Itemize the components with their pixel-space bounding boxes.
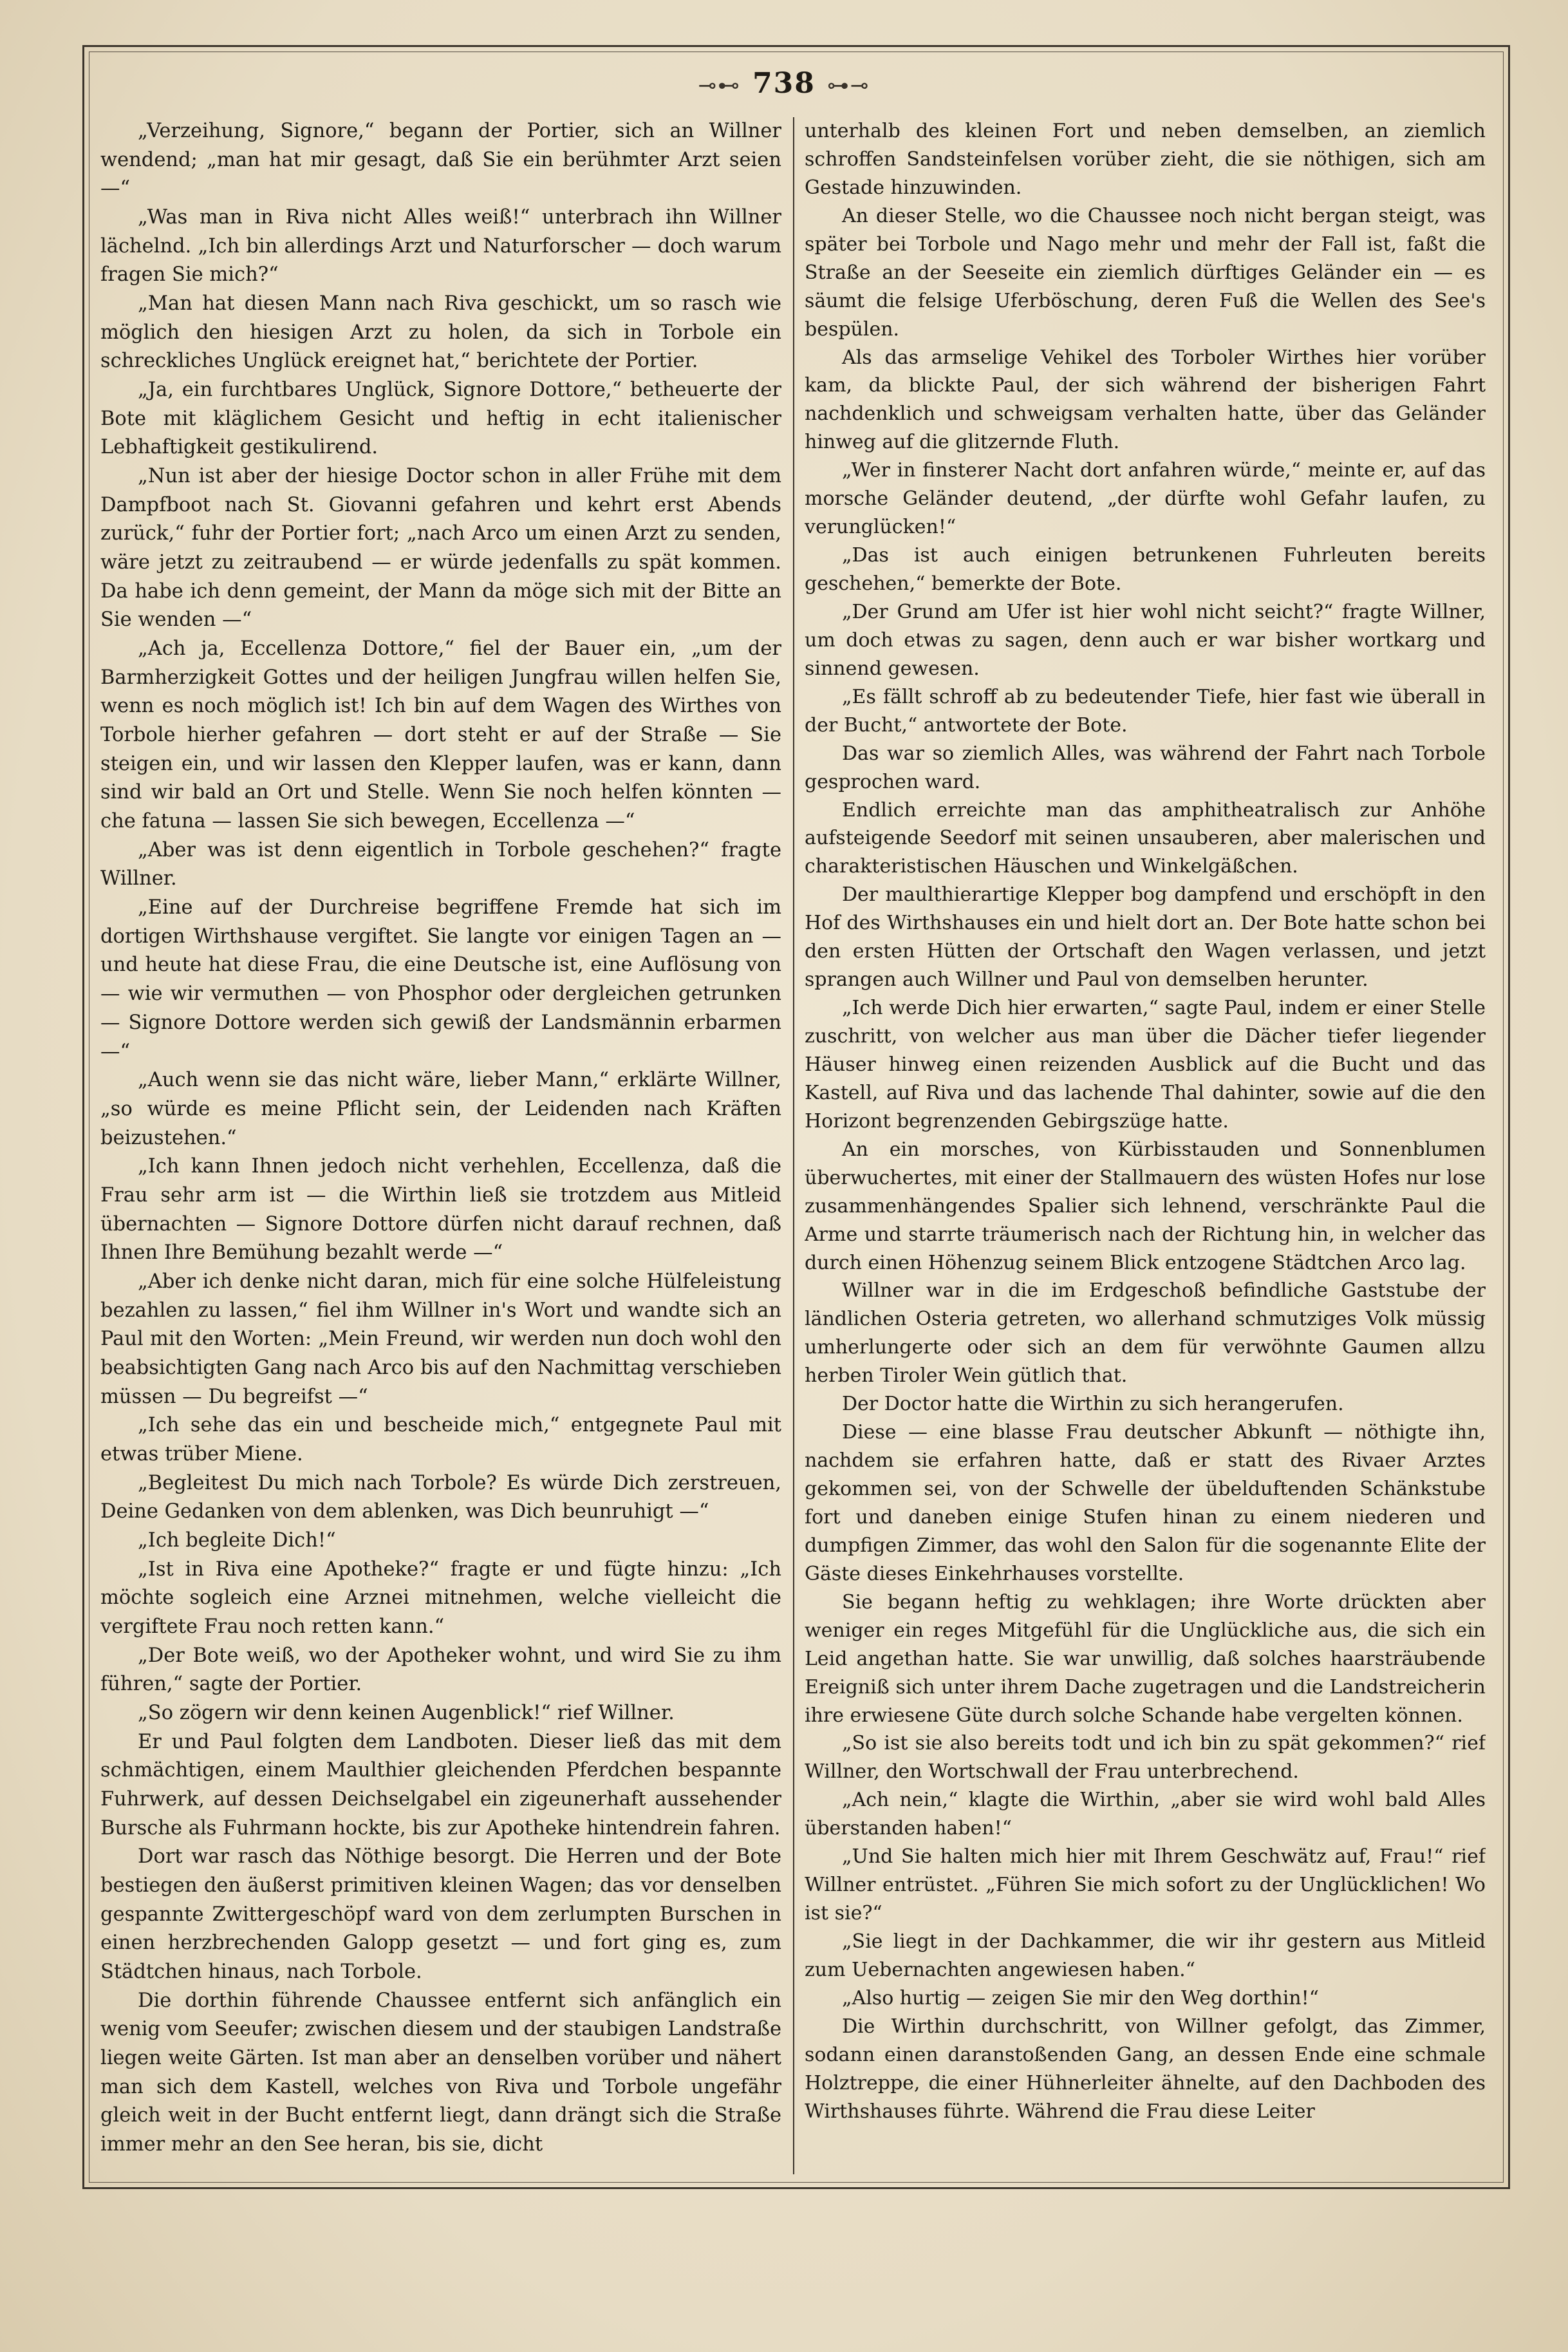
paragraph: „So zögern wir denn keinen Augenblick!“ rief Willner. <box>138 1701 675 1724</box>
paragraph: Er und Paul folgten dem Landboten. Dieser ließ das mit dem schmächtigen, einem Maulthier gleichenden Pferdchen bespannte Fuhrwerk, auf dessen Deichselgabel ein zigeunerhaft aussehender Bursche als Fuhrmann hockte, bis zur Apotheke hintendrein fahren. <box>100 1730 781 1839</box>
paragraph: „Begleitest Du mich nach Torbole? Es würde Dich zerstreuen, Deine Gedanken von dem ablenken, was Dich beunruhigt —“ <box>100 1471 781 1523</box>
paragraph: „Ja, ein furchtbares Unglück, Signore Dottore,“ betheuerte der Bote mit kläglichem Gesicht und heftig in echt italienischer Lebhaftigkeit gestikulirend. <box>100 379 781 459</box>
paragraph: „Ich sehe das ein und bescheide mich,“ entgegnete Paul mit etwas trüber Miene. <box>100 1414 781 1465</box>
paragraph: Endlich erreichte man das amphitheatralisch zur Anhöhe aufsteigende Seedorf mit seinen unsauberen, aber malerischen und charakteristischen Häuschen und Winkelgäßchen. <box>805 798 1486 878</box>
paragraph: „Ach ja, Eccellenza Dottore,“ fiel der Bauer ein, „um der Barmherzigkeit Gottes und der heiligen Jungfrau willen helfen Sie, wenn es noch möglich ist! Ich bin auf dem Wagen des Wirthes von Torbole hierher gefahren — dort steht er auf der Straße — Sie steigen ein, und wir lassen den Klepper laufen, was er kann, dann sind wir bald an Ort und Stelle. Wenn Sie noch helfen könnten — che fatuna — lassen Sie sich bewegen, Eccellenza —“ <box>100 637 781 833</box>
left-column <box>100 117 781 2174</box>
paragraph: „Verzeihung, Signore,“ begann der Portier, sich an Willner wendend; „man hat mir gesagt, daß Sie ein berühmter Arzt seien —“ <box>100 120 781 200</box>
paragraph: „Der Bote weiß, wo der Apotheker wohnt, und wird Sie zu ihm führen,“ sagte der Portier. <box>100 1644 781 1696</box>
paragraph: „Nun ist aber der hiesige Doctor schon in aller Frühe mit dem Dampfboot nach St. Giovanni gefahren und kehrt erst Abends zurück,“ fuhr der Portier fort; „nach Arco um einen Arzt zu senden, wäre jetzt zu zeitraubend — er würde jedenfalls zu spät kommen. Da habe ich denn gemeint, der Mann da möge sich mit der Bitte an Sie wenden —“ <box>100 465 781 632</box>
paragraph: „Ich werde Dich hier erwarten,“ sagte Paul, indem er einer Stelle zuschritt, von welcher aus man über die Dächer tiefer liegender Häuser hinweg einen reizenden Ausblick auf die Bucht und das Kastell, auf Riva und das lachende Thal dahinter, sowie auf die den Horizont begrenzenden Gebirgszüge hatte. <box>805 997 1486 1133</box>
paragraph: „Es fällt schroff ab zu bedeutender Tiefe, hier fast wie überall in der Bucht,“ antwortete der Bote. <box>805 685 1486 737</box>
paragraph: Sie begann heftig zu wehklagen; ihre Worte drückten aber weniger ein reges Mitgefühl für die Unglückliche aus, die sich ein Leid angethan hatte. Sie war unwillig, daß solches haarsträubende Ereigniß sich unter ihrem Dache zugetragen und die Landstreicherin ihre erwiesene Güte durch solche Schande habe vergelten können. <box>805 1590 1486 1727</box>
paragraph: „Und Sie halten mich hier mit Ihrem Geschwätz auf, Frau!“ rief Willner entrüstet. „Führen Sie mich sofort zu der Unglücklichen! Wo ist sie?“ <box>805 1845 1486 1925</box>
paragraph: „Man hat diesen Mann nach Riva geschickt, um so rasch wie möglich den hiesigen Arzt zu holen, da sich in Torbole ein schreckliches Unglück ereignet hat,“ berichtete der Portier. <box>100 292 781 373</box>
paragraph: Die Wirthin durchschritt, von Willner gefolgt, das Zimmer, sodann einen daranstoßenden Gang, an dessen Ende eine schmale Holztreppe, die einer Hühnerleiter ähnelte, auf den Dachboden des Wirthshauses führte. Während die Frau diese Leiter <box>805 2015 1486 2123</box>
paragraph: „Das ist auch einigen betrunkenen Fuhrleuten bereits geschehen,“ bemerkte der Bote. <box>805 544 1486 595</box>
paragraph: „Der Grund am Ufer ist hier wohl nicht seicht?“ fragte Willner, um doch etwas zu sagen, denn auch er war bisher wortkarg und sinnend gewesen. <box>805 600 1486 680</box>
right-column <box>805 117 1486 2174</box>
paragraph: An ein morsches, von Kürbisstauden und Sonnenblumen überwuchertes, mit einer der Stallmauern des wüsten Hofes nur lose zusammenhängendes Spalier sich lehnend, verschränkte Paul die Arme und starrte träumerisch nach der Richtung hin, in welcher das durch einen Höhenzug seinem Blick entzogene Städtchen Arco lag. <box>805 1138 1486 1274</box>
paragraph: „Aber ich denke nicht daran, mich für eine solche Hülfeleistung bezahlen zu lassen,“ fiel ihm Willner in's Wort und wandte sich an Paul mit den Worten: „Mein Freund, wir werden nun doch wohl den beabsichtigten Gang nach Arco bis auf den Nachmittag verschieben müssen — Du begreifst —“ <box>100 1270 781 1408</box>
paragraph: Dort war rasch das Nöthige besorgt. Die Herren und der Bote bestiegen den äußerst primitiven kleinen Wagen; das vor denselben gespannte Zwittergeschöpf ward von dem zerlumpten Burschen in einen herzbrechenden Galopp gesetzt — und fort ging es, zum Städtchen hinaus, nach Torbole. <box>100 1845 781 1983</box>
paragraph: „Ich kann Ihnen jedoch nicht verhehlen, Eccellenza, daß die Frau sehr arm ist — die Wirthin ließ sie trotzdem aus Mitleid übernachten — Signore Dottore dürfen nicht darauf rechnen, daß Ihnen Ihre Bemühung bezahlt werde —“ <box>100 1155 781 1265</box>
paragraph: „Ich begleite Dich!“ <box>138 1529 336 1552</box>
paragraph: „So ist sie also bereits todt und ich bin zu spät gekommen?“ rief Willner, den Wortschwall der Frau unterbrechend. <box>805 1732 1486 1783</box>
page-number-header <box>0 67 1568 100</box>
paragraph: Als das armselige Vehikel des Torboler Wirthes hier vorüber kam, da blickte Paul, der sich während der bisherigen Fahrt nachdenklich und schweigsam verhalten hatte, über das Geländer hinweg auf die glitzernde Fluth. <box>805 346 1486 454</box>
paragraph: Diese — eine blasse Frau deutscher Abkunft — nöthigte ihn, nachdem sie erfahren hatte, daß er statt des Rivaer Arztes gekommen sei, von der Schwelle der übelduftenden Schänkstube fort und daneben einige Stufen hinan zu einem niederen und dumpfigen Zimmer, das wohl den Salon für die sogenannte Elite der Gäste dieses Einkehrhauses vorstellte. <box>805 1421 1486 1585</box>
page-number: 738 <box>752 67 816 100</box>
paragraph: „Auch wenn sie das nicht wäre, lieber Mann,“ erklärte Willner, „so würde es meine Pflicht sein, der Leidenden nach Kräften beizustehen.“ <box>100 1069 781 1149</box>
paragraph: „Wer in finsterer Nacht dort anfahren würde,“ meinte er, auf das morsche Geländer deutend, „der dürfte wohl Gefahr laufen, zu verunglücken!“ <box>805 459 1486 539</box>
paragraph: „Ach nein,“ klagte die Wirthin, „aber sie wird wohl bald Alles überstanden haben!“ <box>805 1789 1486 1840</box>
paragraph: „Ist in Riva eine Apotheke?“ fragte er und fügte hinzu: „Ich möchte sogleich eine Arznei mitnehmen, welche vielleicht die vergiftete Frau noch retten kann.“ <box>100 1557 781 1638</box>
paragraph: Die dorthin führende Chaussee entfernt sich anfänglich ein wenig vom Seeufer; zwischen diesem und der staubigen Landstraße liegen weite Gärten. Ist man aber an denselben vorüber und nähert man sich dem Kastell, welches von Riva und Torbole ungefähr gleich weit in der Bucht entfernt liegt, dann drängt sich die Straße immer mehr an den See heran, bis sie, dicht <box>100 1989 781 2156</box>
paragraph: „Was man in Riva nicht Alles weiß!“ unterbrach ihn Willner lächelnd. „Ich bin allerdings Arzt und Naturforscher — doch warum fragen Sie mich?“ <box>100 206 781 287</box>
paragraph: „Aber was ist denn eigentlich in Torbole geschehen?“ fragte Willner. <box>100 838 781 890</box>
paragraph: „Sie liegt in der Dachkammer, die wir ihr gestern aus Mitleid zum Uebernachten angewiesen haben.“ <box>805 1930 1486 1981</box>
column-divider <box>793 117 794 2174</box>
ornament-right-icon: ⊶⊸ <box>826 73 870 99</box>
paragraph: Der Doctor hatte die Wirthin zu sich herangerufen. <box>842 1393 1344 1416</box>
paragraph: Das war so ziemlich Alles, was während der Fahrt nach Torbole gesprochen ward. <box>805 742 1486 793</box>
paragraph: An dieser Stelle, wo die Chaussee noch nicht bergan steigt, was später bei Torbole und Nago mehr und mehr der Fall ist, faßt die Straße an der Seeseite ein ziemlich dürftiges Geländer ein — es säumt die felsige Uferböschung, deren Fuß die Wellen des See's bespülen. <box>805 204 1486 341</box>
paragraph-continued: unterhalb des kleinen Fort und neben demselben, an ziemlich schroffen Sandsteinfelsen vorüber zieht, die sie nöthigen, sich am Gestade hinzuwinden. <box>805 120 1486 199</box>
paragraph: „Also hurtig — zeigen Sie mir den Weg dorthin!“ <box>842 1986 1320 2009</box>
paragraph: Willner war in die im Erdgeschoß befindliche Gaststube der ländlichen Osteria getreten, wo allerhand schmutziges Volk müssig umherlungerte oder sich an dem für verwöhnte Gaumen allzu herben Tiroler Wein gütlich that. <box>805 1279 1486 1388</box>
paragraph: „Eine auf der Durchreise begriffene Fremde hat sich im dortigen Wirthshause vergiftet. Sie langte vor einigen Tagen an — und heute hat diese Frau, die eine Deutsche ist, eine Auflösung von — wie wir vermuthen — von Phosphor oder dergleichen getrunken — Signore Dottore werden sich gewiß der Landsmännin erbarmen —“ <box>100 896 781 1063</box>
paragraph: Der maulthierartige Klepper bog dampfend und erschöpft in den Hof des Wirthshauses ein und hielt dort an. Der Bote hatte schon bei den ersten Hütten der Ortschaft den Wagen verlassen, und jetzt sprangen auch Willner und Paul von demselben herunter. <box>805 883 1486 992</box>
ornament-left-icon: ⊸⊷ <box>698 73 742 99</box>
